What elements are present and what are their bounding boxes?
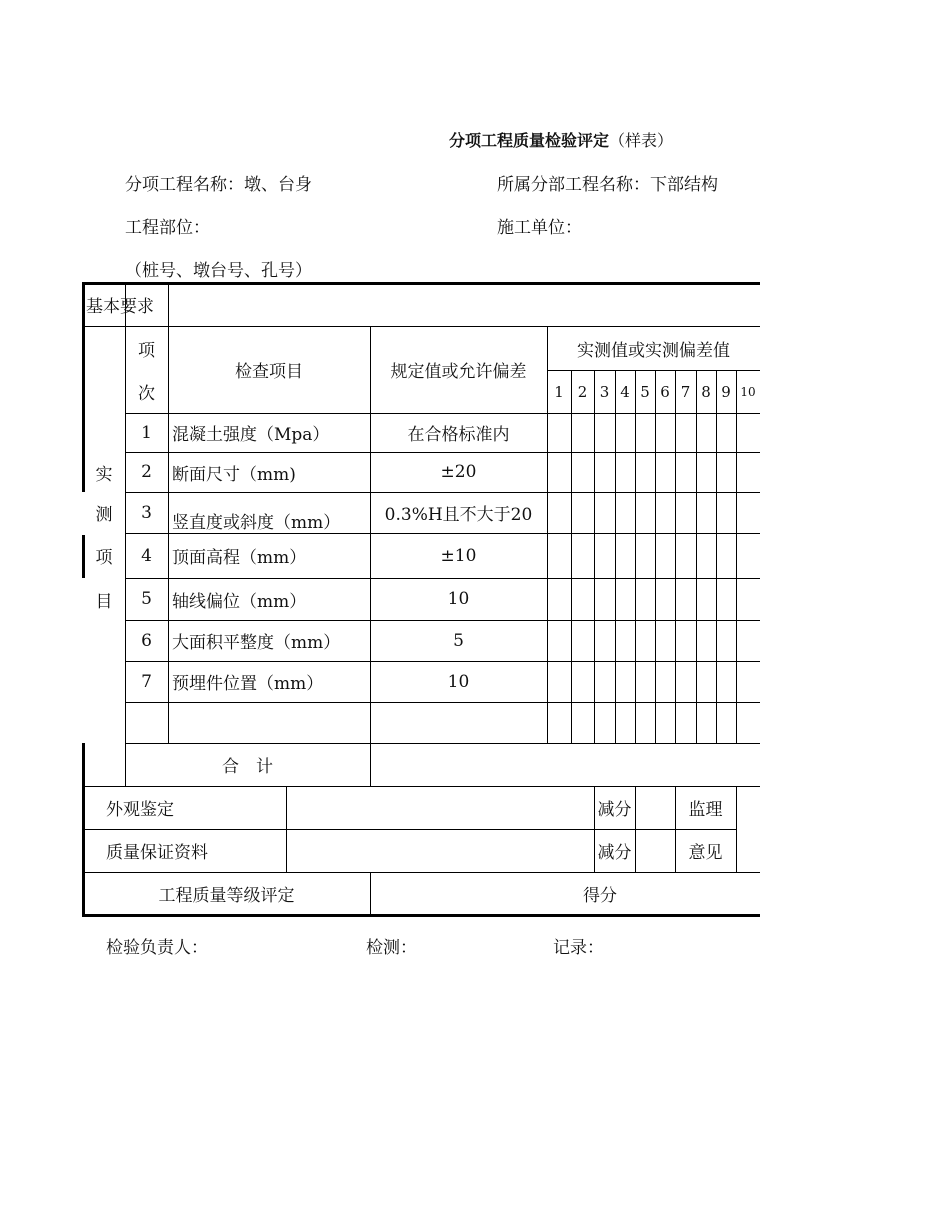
title-sub: （样表） xyxy=(609,131,674,150)
side-label-3: 项 xyxy=(95,548,113,568)
total-label: 合 计 xyxy=(222,757,273,777)
side-label-4: 目 xyxy=(95,591,113,612)
row-6-no: 6 xyxy=(141,630,152,651)
row-2-no: 2 xyxy=(141,462,152,482)
header-spec: 规定值或允许偏差 xyxy=(390,362,527,382)
row-7-item: 预埋件位置（mm） xyxy=(172,674,324,694)
header-col-1: 1 xyxy=(554,382,564,401)
header-item-no-2: 次 xyxy=(138,384,155,404)
side-label-1: 实 xyxy=(95,464,113,485)
header-col-10: 10 xyxy=(740,384,756,399)
supervision-label-2: 意见 xyxy=(688,843,723,863)
header-col-6: 6 xyxy=(660,382,670,401)
row-4-spec: ±10 xyxy=(440,545,477,566)
header-col-7: 7 xyxy=(680,382,691,401)
score-label: 得分 xyxy=(583,885,617,906)
side-label-2: 测 xyxy=(95,505,113,525)
appearance-deduct-label: 减分 xyxy=(597,800,632,820)
header-item: 检查项目 xyxy=(235,362,303,382)
row-6-item: 大面积平整度（mm） xyxy=(172,633,341,653)
supervision-label-1: 监理 xyxy=(688,800,723,820)
appearance-label: 外观鉴定 xyxy=(106,800,174,820)
pier-note: （桩号、墩台号、孔号） xyxy=(125,261,312,281)
row-4-no: 4 xyxy=(141,545,152,566)
title-main: 分项工程质量检验评定 xyxy=(449,131,610,150)
subitem-name: 分项工程名称：墩、台身 xyxy=(125,175,312,195)
header-col-9: 9 xyxy=(721,382,731,401)
recorder-label: 记录： xyxy=(553,938,604,958)
row-3-item: 竖直度或斜度（mm） xyxy=(172,513,341,533)
row-4-item: 顶面高程（mm） xyxy=(172,548,307,568)
header-col-8: 8 xyxy=(701,382,711,401)
table-bottom-border xyxy=(83,914,760,917)
row-7-spec: 10 xyxy=(447,671,470,692)
basic-requirements-label: 基本要求 xyxy=(86,296,154,317)
parent-project-name: 所属分部工程名称：下部结构 xyxy=(497,175,718,195)
row-1-spec: 在合格标准内 xyxy=(407,425,510,445)
table-top-border xyxy=(83,282,760,285)
header-col-3: 3 xyxy=(599,382,610,401)
quality-docs-label: 质量保证资料 xyxy=(106,843,208,863)
quality-docs-deduct-label: 减分 xyxy=(597,843,632,863)
row-5-spec: 10 xyxy=(447,589,470,609)
header-col-4: 4 xyxy=(620,382,630,401)
row-2-spec: ±20 xyxy=(440,462,477,482)
project-location: 工程部位： xyxy=(125,218,210,238)
inspector-label: 检验负责人： xyxy=(106,938,208,958)
header-item-no-1: 项 xyxy=(138,340,155,361)
row-3-spec: 0.3%H且不大于20 xyxy=(384,505,533,525)
row-2-item: 断面尺寸（mm) xyxy=(172,464,296,485)
header-measured: 实测值或实测偏差值 xyxy=(577,340,730,361)
row-3-no: 3 xyxy=(141,502,152,523)
header-col-2: 2 xyxy=(577,382,588,401)
row-7-no: 7 xyxy=(141,671,152,692)
tester-label: 检测： xyxy=(366,938,417,958)
row-6-spec: 5 xyxy=(453,630,464,651)
row-1-item: 混凝土强度（Mpa） xyxy=(172,425,330,445)
row-1-no: 1 xyxy=(141,422,152,443)
header-col-5: 5 xyxy=(640,382,650,401)
row-5-no: 5 xyxy=(141,589,152,609)
row-5-item: 轴线偏位（mm） xyxy=(172,591,307,612)
contractor: 施工单位： xyxy=(497,218,582,238)
grade-label: 工程质量等级评定 xyxy=(158,885,295,906)
page-title xyxy=(449,131,673,151)
